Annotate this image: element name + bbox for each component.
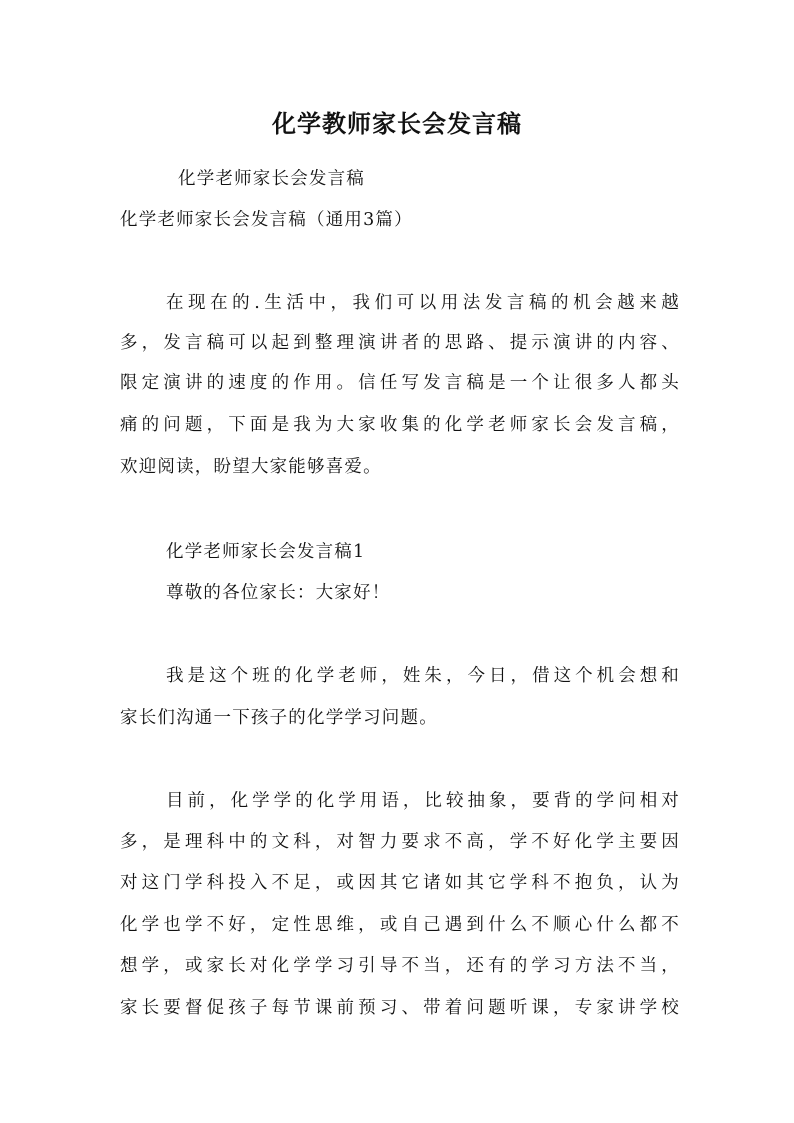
para2-line-6: 家长要督促孩子每节课前预习、带着问题听课，专家讲学校 bbox=[120, 998, 680, 1018]
document-heading: 化学老师家长会发言稿（通用3篇） bbox=[120, 210, 413, 230]
para1-line-2: 家长们沟通一下孩子的化学学习问题。 bbox=[120, 708, 438, 728]
document-subtitle: 化学老师家长会发言稿 bbox=[178, 169, 365, 189]
para2-line-2: 多，是理科中的文科，对智力要求不高，学不好化学主要因 bbox=[120, 832, 680, 852]
para1-line-1: 我是这个班的化学老师，姓朱，今日，借这个机会想和 bbox=[166, 666, 680, 686]
document-title: 化学教师家长会发言稿 bbox=[272, 110, 522, 138]
intro-line-1: 在现在的.生活中，我们可以用法发言稿的机会越来越 bbox=[166, 293, 680, 313]
speech-1-title: 化学老师家长会发言稿1 bbox=[166, 542, 366, 562]
intro-line-2: 多，发言稿可以起到整理演讲者的思路、提示演讲的内容、 bbox=[120, 333, 680, 353]
intro-line-3: 限定演讲的速度的作用。信任写发言稿是一个让很多人都头 bbox=[120, 373, 680, 393]
para2-line-3: 对这门学科投入不足，或因其它诸如其它学科不抱负，认为 bbox=[120, 873, 680, 893]
para2-line-4: 化学也学不好，定性思维，或自己遇到什么不顺心什么都不 bbox=[120, 915, 680, 935]
intro-line-5: 欢迎阅读，盼望大家能够喜爱。 bbox=[120, 457, 382, 477]
greeting: 尊敬的各位家长：大家好！ bbox=[166, 583, 391, 603]
para2-line-5: 想学，或家长对化学学习引导不当，还有的学习方法不当， bbox=[120, 956, 680, 976]
intro-line-4: 痛的问题，下面是我为大家收集的化学老师家长会发言稿， bbox=[120, 415, 680, 435]
para2-line-1: 目前，化学学的化学用语，比较抽象，要背的学问相对 bbox=[166, 791, 680, 811]
